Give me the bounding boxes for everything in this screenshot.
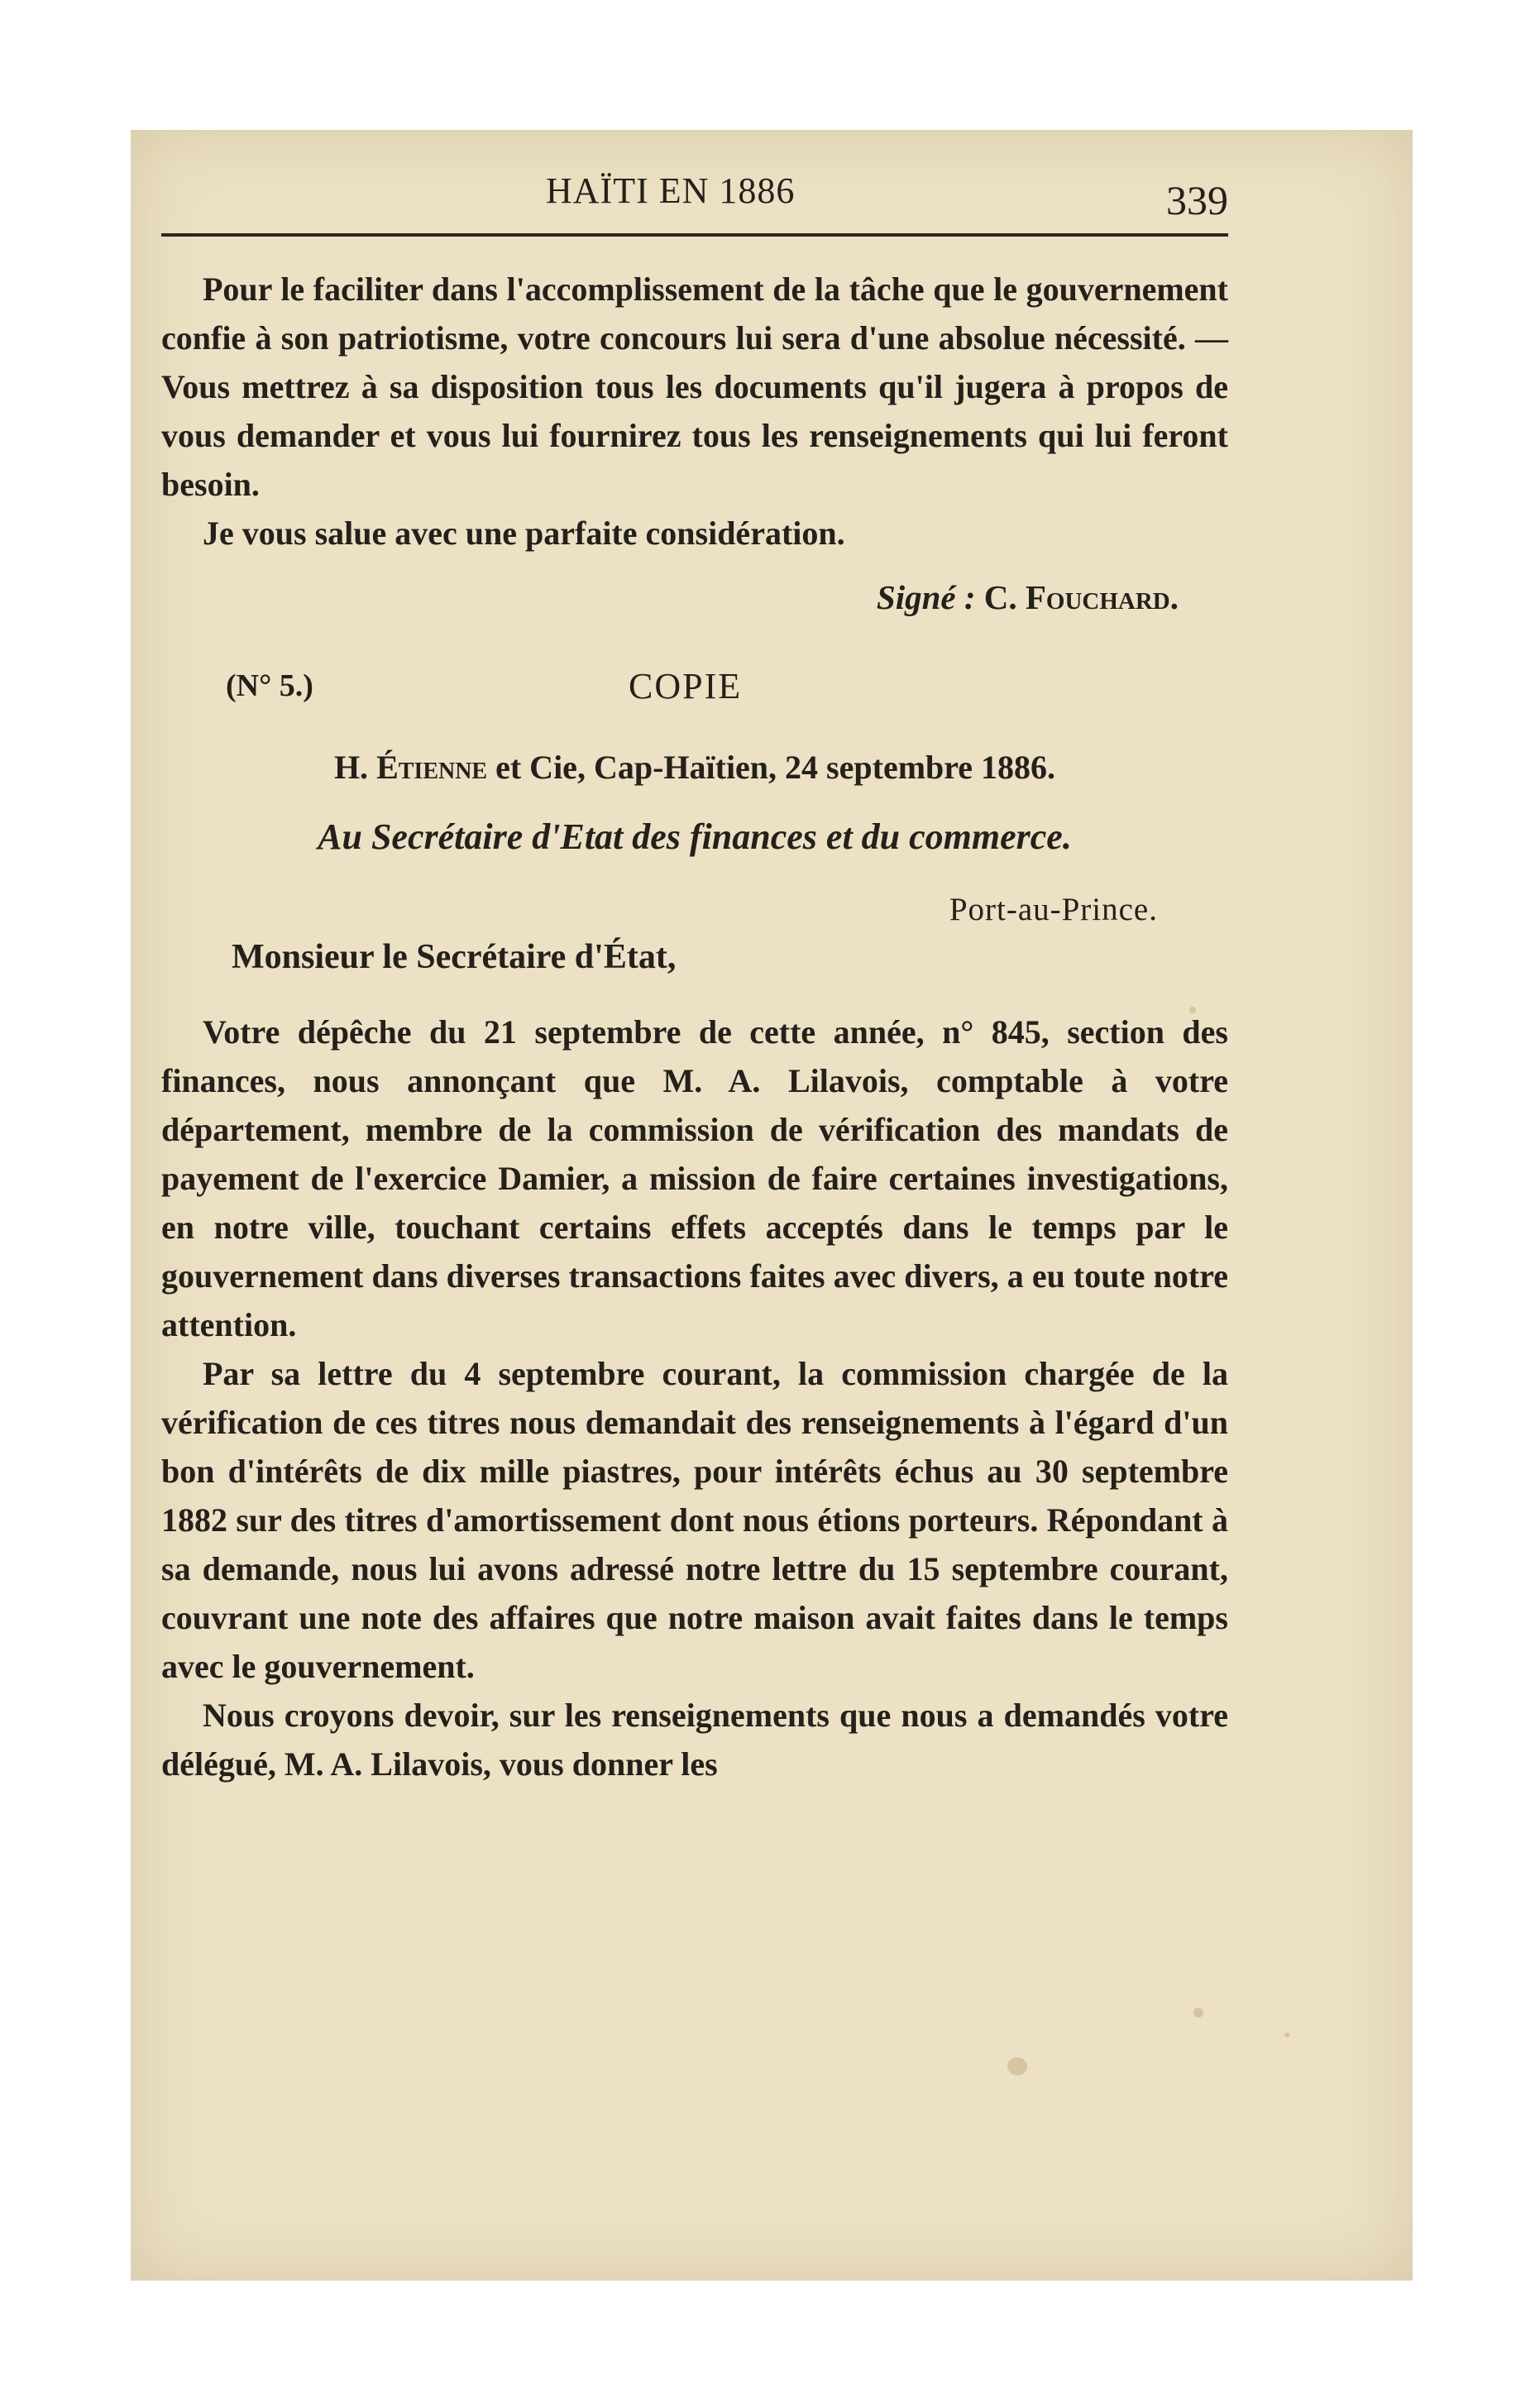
copy-heading	[161, 662, 1228, 720]
document-number: (N° 5.)	[226, 668, 313, 703]
page-body	[161, 265, 1228, 1788]
sender-prefix: H.	[333, 749, 369, 786]
copy-title: COPIE	[629, 666, 743, 706]
paragraph: Je vous salue avec une parfaite considération.	[203, 515, 845, 552]
paragraph: Pour le faciliter dans l'accomplissement de la tâche que le gouvernement confie à son patriotisme, votre concours lui sera d'une absolue nécessité. — Vous mettrez à sa disposition tous les documents qu'il jugera à propos de vous demander et vous lui fournirez tous les renseignements qui lui feront besoin.	[161, 270, 1228, 503]
signed-label: Signé :	[876, 578, 976, 616]
paragraph: Votre dépêche du 21 septembre de cette année, n° 845, section des finances, nous annonçant que M. A. Lilavois, comptable à votre département, membre de la commission de vérification des mandats de payement de l'exercice Damier, a mission de faire certaines investigations, en notre ville, touchant certains effets acceptés dans le temps par le gouvernement dans diverses transactions faites avec divers, a eu toute notre attention.	[161, 1013, 1228, 1343]
sender-details: et Cie, Cap-Haïtien, 24 septembre 1886.	[495, 749, 1056, 786]
paper-stain	[1284, 2032, 1289, 2037]
paper-stain	[1193, 2008, 1203, 2018]
signature	[161, 572, 1179, 622]
running-title: HAÏTI EN 1886	[546, 170, 796, 211]
page-header	[161, 170, 1228, 227]
sender-name: Étienne	[376, 749, 488, 786]
addressee: Au Secrétaire d'Etat des finances et du commerce.	[318, 816, 1072, 857]
city: Port-au-Prince.	[949, 892, 1158, 927]
header-rule	[161, 233, 1228, 237]
paragraph: Nous croyons devoir, sur les renseignements que nous a demandés votre délégué, M. A. Lilavois, vous donner les	[161, 1697, 1228, 1783]
page-number: 339	[1166, 177, 1228, 223]
paper-stain	[1007, 2057, 1027, 2075]
salutation: Monsieur le Secrétaire d'État,	[232, 938, 677, 976]
signatory-name: C. Fouchard.	[983, 578, 1179, 616]
sender-line	[161, 743, 1228, 792]
paragraph: Par sa lettre du 4 septembre courant, la commission chargée de la vérification de ces titres nous demandait des renseignements à l'égard d'un bon d'intérêts de dix mille piastres, pour intérêts échus au 30 septembre 1882 sur des titres d'amortissement dont nous étions porteurs. Répondant à sa demande, nous lui avons adressé notre lettre du 15 septembre courant, couvrant une note des affaires que notre maison avait faites dans le temps avec le gouvernement.	[161, 1355, 1228, 1685]
